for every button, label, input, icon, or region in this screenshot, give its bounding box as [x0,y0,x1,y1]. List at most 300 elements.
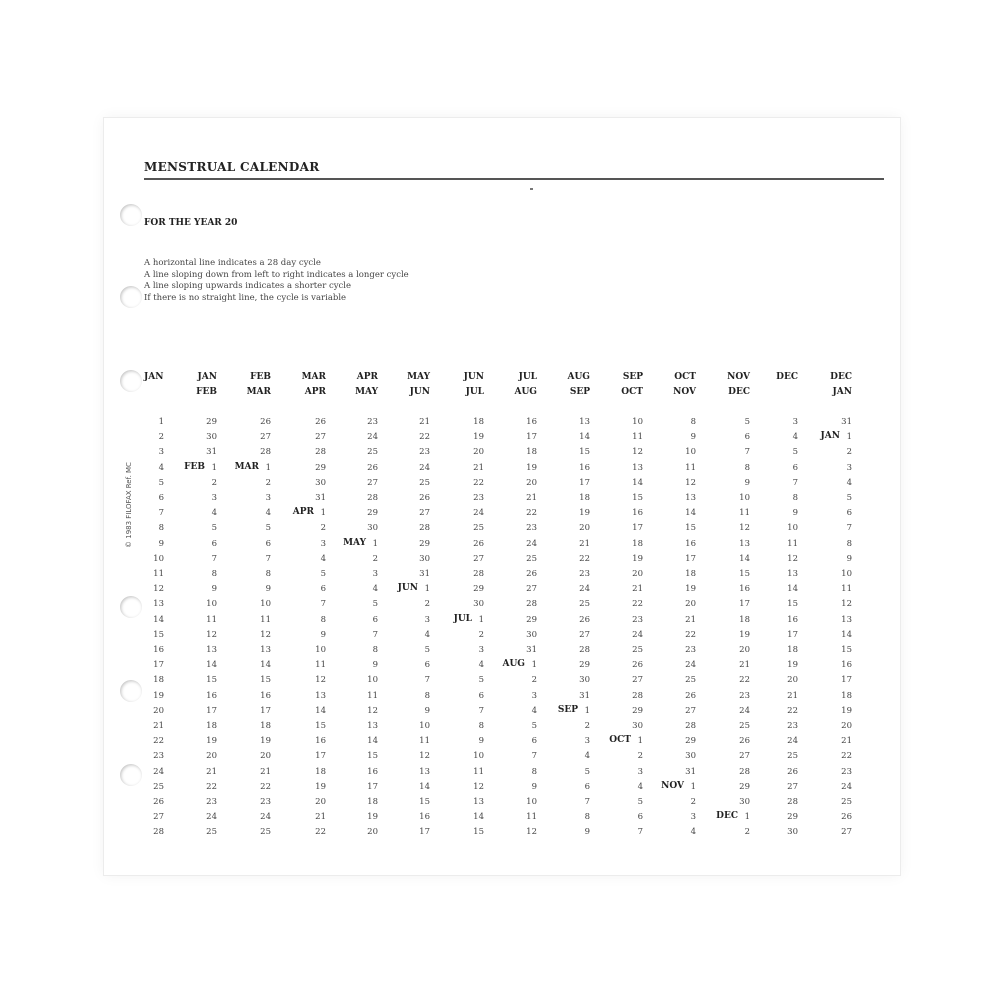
day-cell: 22 [526,508,537,519]
day-cell: 11 [787,538,798,549]
day-cell: 5 [265,523,271,534]
day-cell: 6 [637,812,643,823]
day-cell: 24 [153,766,164,777]
day-cell: 30 [787,827,798,838]
day-cell: 17 [739,599,750,610]
day-cell: 26 [260,417,271,427]
day-cell: 23 [153,751,164,762]
column-header [603,370,643,400]
day-cell: 11 [632,432,643,443]
day-cell: 24 [260,812,271,823]
day-cell: 6 [792,462,798,473]
day-cell: 11 [153,569,164,579]
day-cell: 23 [685,645,696,655]
day-cell: 2 [320,523,326,534]
column-header [710,370,750,400]
day-cell: 27 [579,629,590,640]
day-cell: 26 [315,417,326,427]
day-cell: 20 [473,447,484,458]
day-cell: 3 [372,569,378,579]
day-cell: 7 [265,553,271,564]
day-cell: 15 [739,569,750,579]
day-cell: 17 [685,553,696,564]
header-month: NOV [727,372,750,382]
day-cell: 3 [320,538,326,549]
day-cell: 13 [787,569,798,579]
day-cell: 2 [531,675,537,686]
day-cell: 19 [787,660,798,671]
day-cell: 23 [260,797,271,807]
day-cell: 22 [260,781,271,792]
day-cell: 25 [632,645,643,655]
day-cell: 20 [787,675,798,686]
day-cell: 9 [792,508,798,519]
header-month-next: MAY [355,387,378,397]
day-cell: 24 [841,781,852,792]
day-cell: 14 [579,432,590,443]
day-cell: 22 [473,477,484,488]
day-cell: 27 [260,432,271,443]
day-cell: 4 [158,462,164,473]
day-cell: 6 [424,660,430,671]
month-change-label: JAN [820,431,840,442]
day-cell: 24 [739,705,750,716]
copyright-side-text [122,445,136,565]
column-header [338,370,378,400]
day-cell: 16 [579,462,590,473]
day-cell: 17 [787,629,798,640]
day-cell: 1 [531,660,537,671]
header-month: JUL [518,372,537,382]
column-header [444,370,484,400]
day-cell: 23 [632,614,643,625]
column-header [497,370,537,400]
binder-hole [120,286,142,308]
day-cell: 28 [739,766,750,777]
day-cell: 4 [584,751,590,762]
day-cell: 1 [265,462,271,473]
day-cell: 30 [419,553,430,564]
day-cell: 10 [739,493,750,503]
day-cell: 27 [841,827,852,838]
day-cell: 28 [419,523,430,534]
day-cell: 30 [367,523,378,534]
header-month: JAN [144,372,164,382]
day-cell: 23 [367,417,378,427]
day-cell: 11 [526,812,537,823]
day-cell: 10 [260,599,271,610]
day-cell: 11 [685,462,696,473]
day-cell: 15 [260,675,271,686]
day-cell: 4 [320,553,326,564]
day-cell: 16 [632,508,643,519]
day-cell: 11 [206,614,217,625]
day-cell: 21 [739,660,750,671]
day-cell: 20 [685,599,696,610]
day-cell: 1 [424,584,430,595]
day-cell: 23 [206,797,217,807]
day-cell: 25 [739,721,750,731]
day-cell: 20 [153,705,164,716]
day-cell: 8 [372,645,378,655]
day-cell: 5 [372,599,378,610]
day-cell: 19 [841,705,852,716]
day-cell: 9 [690,432,696,443]
day-cell: 29 [367,508,378,519]
day-cell: 29 [526,614,537,625]
day-cell: 24 [419,462,430,473]
day-cell: 25 [473,523,484,534]
day-cell: 31 [526,645,537,655]
day-cell: 1 [372,538,378,549]
day-cell: 24 [632,629,643,640]
header-month-next: OCT [621,387,643,397]
day-cell: 9 [265,584,271,595]
day-cell: 1 [478,614,484,625]
day-cell: 19 [526,462,537,473]
day-cell: 21 [526,493,537,503]
day-cell: 15 [787,599,798,610]
day-cell: 18 [787,645,798,655]
day-cell: 17 [632,523,643,534]
day-cell: 8 [584,812,590,823]
legend-line: A horizontal line indicates a 28 day cycle [144,258,321,268]
day-cell: 29 [419,538,430,549]
day-cell: 9 [478,736,484,747]
day-cell: 1 [584,705,590,716]
day-cell: 23 [579,569,590,579]
legend-line: If there is no straight line, the cycle is variable [144,292,347,303]
day-cell: 26 [153,797,164,807]
day-cell: 12 [526,827,537,838]
day-cell: 19 [632,553,643,564]
month-change-label: AUG [502,659,525,670]
day-cell: 14 [260,660,271,671]
day-cell: 5 [478,675,484,686]
day-cell: 25 [526,553,537,564]
day-cell: 28 [153,827,164,838]
day-cell: 11 [315,660,326,671]
day-cell: 7 [478,705,484,716]
day-cell: 29 [787,812,798,823]
header-month: SEP [622,372,643,382]
day-cell: 12 [315,675,326,686]
day-cell: 1 [211,462,217,473]
day-cell: 31 [315,493,326,503]
day-cell: 3 [478,645,484,655]
day-cell: 17 [315,751,326,762]
day-cell: 3 [792,417,798,427]
day-cell: 14 [367,736,378,747]
day-cell: 10 [315,645,326,655]
day-cell: 30 [632,721,643,731]
day-cell: 12 [739,523,750,534]
day-cell: 23 [419,447,430,458]
day-cell: 11 [739,508,750,519]
day-cell: 11 [419,736,430,747]
day-cell: 15 [367,751,378,762]
day-cell: 14 [315,705,326,716]
year-label: FOR THE YEAR 20 [144,218,238,228]
month-change-label: DEC [716,811,738,822]
day-cell: 4 [211,508,217,519]
day-cell: 21 [315,812,326,823]
column-header [286,370,326,400]
day-cell: 6 [265,538,271,549]
day-cell: 18 [367,797,378,807]
day-cell: 19 [315,781,326,792]
day-cell: 12 [841,599,852,610]
day-cell: 5 [320,569,326,579]
day-cell: 28 [526,599,537,610]
header-month: OCT [674,372,696,382]
day-cell: 8 [158,523,164,534]
day-cell: 26 [739,736,750,747]
day-cell: 8 [744,462,750,473]
day-cell: 26 [685,690,696,701]
day-cell: 21 [787,690,798,701]
day-cell: 18 [579,493,590,503]
day-cell: 20 [315,797,326,807]
day-cell: 28 [632,690,643,701]
day-cell: 19 [579,508,590,519]
day-cell: 8 [265,569,271,579]
header-month: DEC [830,372,852,382]
day-cell: 28 [579,645,590,655]
day-cell: 5 [846,493,852,503]
day-cell: 31 [419,569,430,579]
binder-hole [120,764,142,786]
day-cell: 26 [632,660,643,671]
day-cell: 19 [260,736,271,747]
day-cell: 7 [792,477,798,488]
legend-line: A line sloping down from left to right indicates a longer cycle [144,269,409,280]
day-cell: 16 [260,690,271,701]
day-cell: 22 [419,432,430,443]
day-cell: 21 [206,766,217,777]
day-cell: 18 [315,766,326,777]
day-cell: 14 [473,812,484,823]
day-cell: 2 [584,721,590,731]
day-cell: 14 [841,629,852,640]
day-cell: 3 [424,614,430,625]
day-cell: 4 [846,477,852,488]
day-cell: 19 [739,629,750,640]
day-cell: 24 [685,660,696,671]
day-cell: 28 [367,493,378,503]
month-change-label: SEP [557,704,578,715]
day-cell: 27 [473,553,484,564]
day-cell: 2 [372,553,378,564]
day-cell: 17 [206,705,217,716]
day-cell: 20 [739,645,750,655]
day-cell: 7 [531,751,537,762]
day-cell: 5 [584,766,590,777]
day-cell: 14 [153,614,164,625]
day-cell: 19 [367,812,378,823]
day-cell: 28 [787,797,798,807]
column-header [177,370,217,400]
day-cell: 29 [685,736,696,747]
day-cell: 5 [158,477,164,488]
day-cell: 7 [372,629,378,640]
day-cell: 23 [526,523,537,534]
day-cell: 10 [206,599,217,610]
day-cell: 22 [153,736,164,747]
day-cell: 16 [787,614,798,625]
day-cell: 7 [846,523,852,534]
day-cell: 5 [637,797,643,807]
day-cell: 4 [372,584,378,595]
day-cell: 6 [846,508,852,519]
day-cell: 20 [367,827,378,838]
day-cell: 6 [744,432,750,443]
day-cell: 13 [473,797,484,807]
day-cell: 2 [744,827,750,838]
day-cell: 13 [685,493,696,503]
day-cell: 20 [260,751,271,762]
day-cell: 29 [739,781,750,792]
day-cell: 1 [158,417,164,427]
day-cell: 17 [260,705,271,716]
day-cell: 29 [315,462,326,473]
day-cell: 23 [841,766,852,777]
day-cell: 6 [478,690,484,701]
column-header [758,370,798,385]
day-cell: 7 [424,675,430,686]
day-cell: 3 [637,766,643,777]
day-cell: 22 [739,675,750,686]
day-cell: 15 [579,447,590,458]
day-cell: 15 [632,493,643,503]
day-cell: 28 [315,447,326,458]
day-cell: 5 [211,523,217,534]
day-cell: 13 [315,690,326,701]
day-cell: 17 [526,432,537,443]
day-cell: 16 [841,660,852,671]
day-cell: 19 [685,584,696,595]
day-cell: 4 [637,781,643,792]
day-cell: 18 [685,569,696,579]
day-cell: 6 [372,614,378,625]
month-change-label: JUN [397,583,418,594]
day-cell: 18 [473,417,484,427]
day-cell: 23 [739,690,750,701]
month-change-label: MAR [234,461,259,472]
day-cell: 1 [846,432,852,443]
day-cell: 15 [419,797,430,807]
day-cell: 24 [206,812,217,823]
header-month-next: SEP [569,387,590,397]
day-cell: 24 [526,538,537,549]
day-cell: 25 [841,797,852,807]
day-cell: 30 [685,751,696,762]
header-month: JAN [197,372,217,382]
month-change-label: OCT [609,735,631,746]
day-cell: 13 [632,462,643,473]
day-cell: 13 [419,766,430,777]
day-cell: 7 [744,447,750,458]
day-cell: 16 [153,645,164,655]
day-cell: 8 [846,538,852,549]
copyright-text: © 1983 FILOFAX Ref. MC [125,462,133,548]
day-cell: 8 [211,569,217,579]
day-cell: 14 [632,477,643,488]
day-cell: 4 [478,660,484,671]
day-cell: 10 [526,797,537,807]
header-month-next: APR [304,387,326,397]
day-cell: 5 [792,447,798,458]
day-cell: 18 [841,690,852,701]
day-cell: 3 [158,447,164,458]
day-cell: 14 [787,584,798,595]
day-cell: 1 [690,781,696,792]
day-cell: 14 [206,660,217,671]
day-cell: 12 [260,629,271,640]
day-cell: 24 [787,736,798,747]
day-cell: 4 [792,432,798,443]
day-cell: 16 [419,812,430,823]
header-month-next: MAR [246,387,271,397]
day-cell: 2 [690,797,696,807]
day-cell: 26 [367,462,378,473]
header-month: FEB [250,372,271,382]
month-change-label: FEB [184,461,205,472]
day-cell: 16 [206,690,217,701]
day-cell: 25 [367,447,378,458]
day-cell: 25 [260,827,271,838]
header-month: MAY [407,372,430,382]
day-cell: 10 [153,553,164,564]
day-cell: 27 [685,705,696,716]
day-cell: 9 [320,629,326,640]
day-cell: 25 [419,477,430,488]
day-cell: 22 [315,827,326,838]
day-cell: 26 [841,812,852,823]
day-cell: 10 [685,447,696,458]
day-cell: 10 [367,675,378,686]
day-cell: 6 [158,493,164,503]
day-cell: 6 [211,538,217,549]
day-cell: 31 [841,417,852,427]
day-cell: 12 [473,781,484,792]
day-cell: 20 [206,751,217,762]
day-cell: 16 [685,538,696,549]
day-cell: 23 [787,721,798,731]
day-cell: 2 [265,477,271,488]
day-cell: 30 [526,629,537,640]
day-cell: 27 [367,477,378,488]
day-cell: 19 [206,736,217,747]
day-cell: 22 [632,599,643,610]
header-month-next: JAN [832,387,852,397]
day-cell: 28 [473,569,484,579]
day-cell: 8 [320,614,326,625]
day-cell: 11 [260,614,271,625]
day-cell: 30 [739,797,750,807]
day-cell: 2 [637,751,643,762]
day-cell: 21 [153,721,164,731]
day-cell: 4 [531,705,537,716]
day-cell: 13 [153,599,164,610]
day-cell: 19 [153,690,164,701]
column-header [550,370,590,400]
day-cell: 27 [315,432,326,443]
column-header [390,370,430,400]
day-cell: 13 [739,538,750,549]
day-cell: 30 [206,432,217,443]
day-cell: 8 [424,690,430,701]
